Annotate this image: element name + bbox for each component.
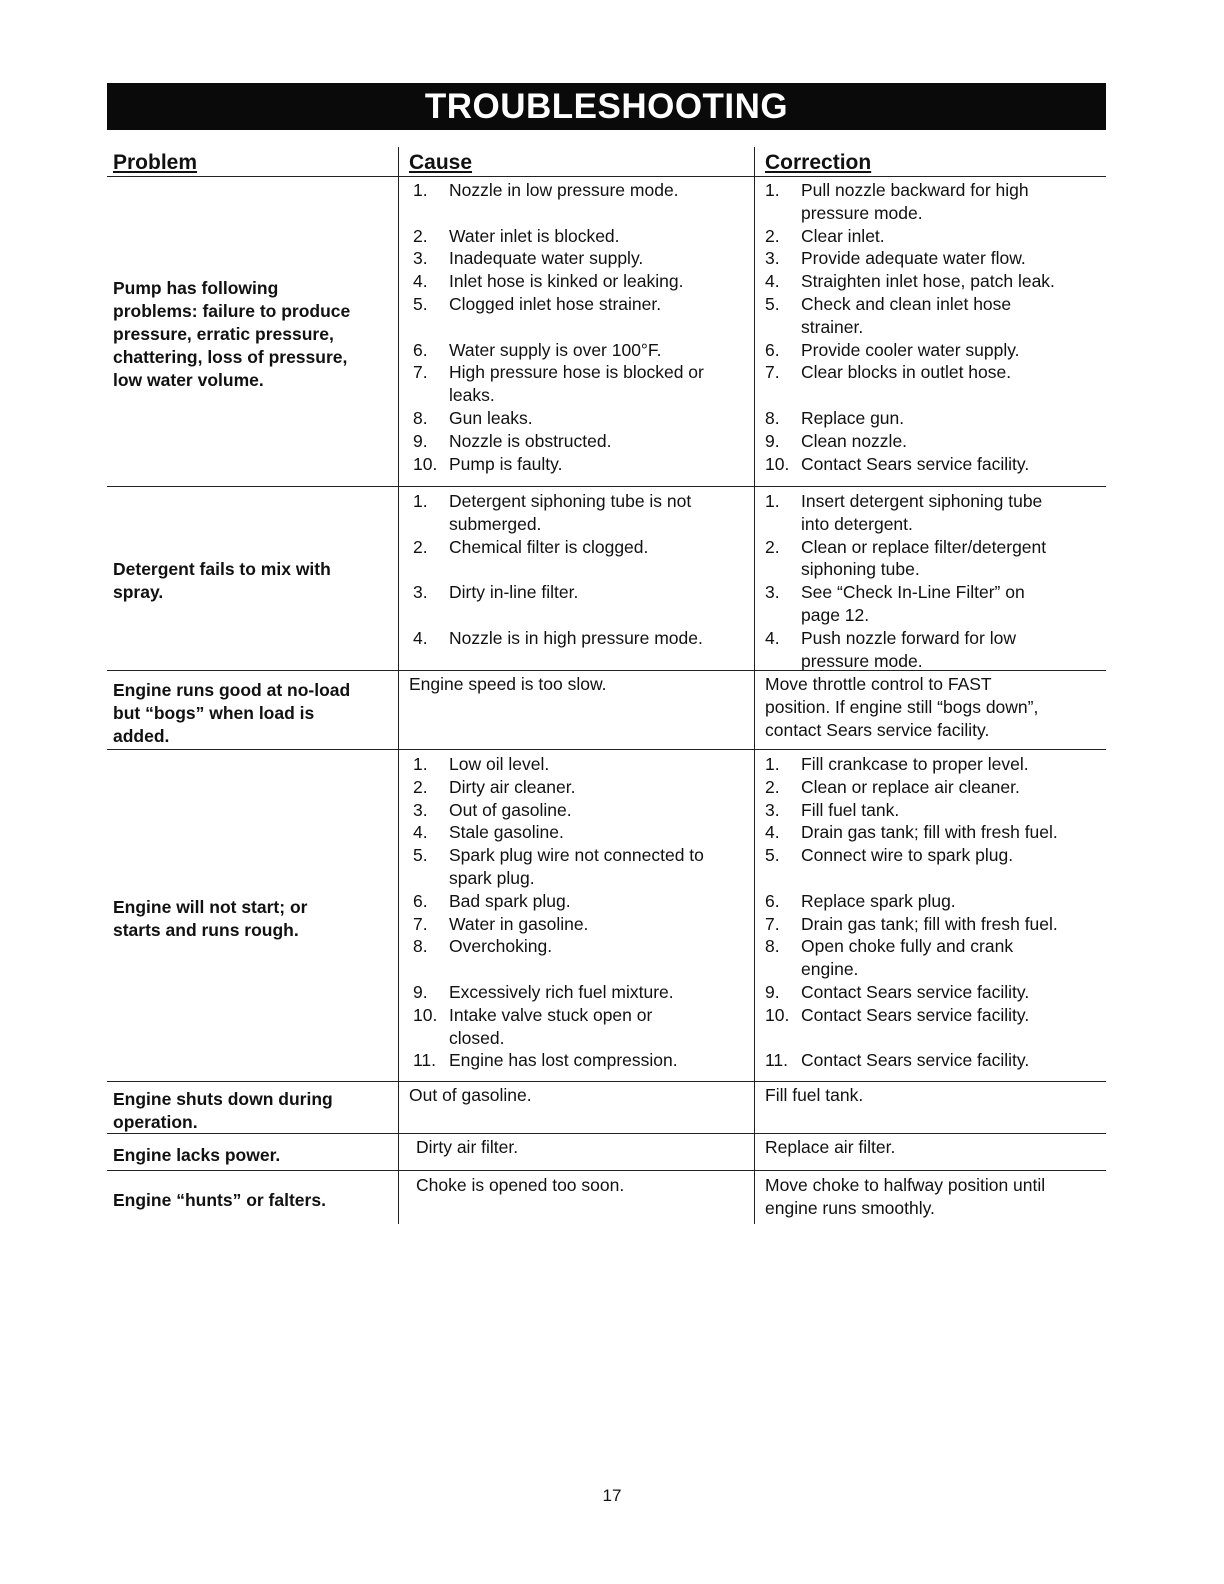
item-number: 1. [413,180,428,200]
item-number: 5. [413,294,428,314]
item-text [449,1004,652,1050]
text-line: Out of gasoline. [409,1085,532,1105]
item-text [801,247,1026,270]
item-number: 10. [413,1004,438,1025]
cause-text [409,1084,532,1107]
item-text [449,627,703,650]
item-number: 5. [765,845,780,866]
item-number: 9. [765,430,780,451]
problem-line: Detergent fails to mix with [113,559,331,579]
correction-text [765,1084,863,1107]
row-divider [107,1081,1106,1082]
correction-text [765,673,1038,741]
item-number: 7. [765,913,780,934]
item-number: 2. [765,776,780,797]
cause-item [413,536,743,559]
item-line: Connect wire to spark plug. [801,845,1014,866]
cause-item [413,776,743,799]
item-number: 6. [413,890,428,911]
item-text [801,844,1013,867]
item-text [449,1049,678,1072]
item-text [449,581,578,604]
item-text [449,225,620,248]
item-line: Low oil level. [449,754,550,774]
correction-item [765,407,1095,430]
item-line: Provide cooler water supply. [801,339,1020,360]
cause-item [413,430,743,453]
problem-description [113,896,393,942]
problem-line: but “bogs” when load is [113,703,315,723]
correction-item [765,1049,1095,1072]
item-line: Fill fuel tank. [801,799,900,820]
item-line: Clean or replace filter/detergent [801,536,1047,557]
item-line: spark plug. [449,867,535,888]
item-number: 9. [413,982,428,1002]
item-text [449,935,552,958]
text-line: Fill fuel tank. [765,1085,864,1105]
item-line: Chemical filter is clogged. [449,536,649,557]
problem-line: Pump has following [113,278,279,298]
correction-item [765,270,1095,293]
cause-item [413,490,743,536]
correction-text [765,1174,1045,1220]
correction-item [765,247,1095,270]
item-line: Nozzle is in high pressure mode. [449,627,703,648]
item-text [449,407,533,430]
item-text [449,490,691,536]
cause-item [413,247,743,270]
item-number: 7. [413,913,428,934]
text-line: engine runs smoothly. [765,1197,935,1218]
problem-line: pressure, erratic pressure, [113,324,334,344]
item-number: 3. [413,248,428,269]
item-number: 8. [413,408,428,428]
problem-description [113,1189,393,1212]
item-number: 5. [413,845,428,866]
item-text [801,799,899,822]
cause-item [413,935,743,958]
item-line: Bad spark plug. [449,890,571,911]
row-divider [107,486,1106,487]
item-line: Gun leaks. [449,408,533,428]
item-text [801,890,956,913]
problem-line: added. [113,726,170,746]
item-line: page 12. [801,604,870,625]
item-number: 7. [413,362,428,383]
problem-line: starts and runs rough. [113,920,299,940]
item-text [801,179,1029,225]
item-line: Clean nozzle. [801,430,908,451]
item-number: 1. [413,754,428,774]
item-number: 1. [413,491,428,511]
item-line: Replace gun. [801,408,905,428]
item-text [801,1004,1029,1027]
item-number: 11. [413,1050,437,1071]
item-line: Intake valve stuck open or [449,1004,653,1025]
problem-line: Engine will not start; or [113,897,308,917]
item-line: leaks. [449,385,495,406]
column-divider-1 [398,147,399,1224]
item-line: Clean or replace air cleaner. [801,776,1020,797]
item-number: 1. [765,180,780,200]
cause-item [413,1004,743,1050]
item-text [449,913,588,936]
item-number: 4. [413,822,428,843]
item-number: 2. [765,536,780,557]
item-number: 4. [413,271,428,292]
cause-item [413,627,743,650]
row-divider [107,1170,1106,1171]
correction-item [765,799,1095,822]
item-text [801,935,1013,981]
item-text [449,776,575,799]
item-line: Inadequate water supply. [449,248,644,269]
item-number: 10. [765,1004,790,1025]
correction-item [765,1004,1095,1027]
correction-item [765,293,1095,339]
cause-item [413,1049,743,1072]
problem-description [113,558,393,604]
cause-text [416,1136,518,1159]
item-line: Drain gas tank; fill with fresh fuel. [801,913,1058,934]
item-text [449,453,562,476]
cause-item [413,361,743,407]
cause-item [413,179,743,202]
text-line: Move throttle control to FAST [765,674,992,694]
item-line: Detergent siphoning tube is not [449,491,692,511]
item-number: 7. [765,362,780,383]
item-line: Contact Sears service facility. [801,1004,1030,1025]
item-number: 4. [413,627,428,648]
item-line: pressure mode. [801,202,923,223]
item-text [801,270,1055,293]
item-line: Pump is faulty. [449,453,563,474]
text-line: position. If engine still “bogs down”, [765,696,1039,717]
item-line: Clear inlet. [801,225,885,246]
problem-description [113,1144,393,1167]
problem-line: spray. [113,582,164,602]
item-line: Check and clean inlet hose [801,294,1012,314]
item-line: into detergent. [801,513,913,534]
item-line: Insert detergent siphoning tube [801,491,1043,511]
item-line: closed. [449,1027,505,1048]
item-line: siphoning tube. [801,559,920,580]
correction-item [765,776,1095,799]
item-number: 1. [765,491,780,511]
cause-item [413,270,743,293]
item-number: 2. [413,225,428,246]
item-line: Excessively rich fuel mixture. [449,982,674,1002]
header-problem: Problem [113,151,198,174]
problem-line: Engine “hunts” or falters. [113,1190,326,1210]
correction-item [765,890,1095,913]
item-text [449,536,648,559]
problem-description [113,277,393,392]
item-number: 2. [413,536,428,557]
problem-description [113,679,393,748]
item-text [801,753,1029,776]
correction-text [765,1136,895,1159]
item-text [801,536,1046,582]
cause-item [413,913,743,936]
correction-item [765,935,1095,981]
column-divider-2 [754,147,755,1224]
item-text [449,981,674,1004]
item-number: 1. [765,754,780,774]
cause-text [416,1174,624,1197]
item-text [801,821,1058,844]
item-text [801,430,907,453]
item-line: Dirty air cleaner. [449,776,576,797]
correction-item [765,339,1095,362]
item-text [801,913,1058,936]
item-number: 3. [413,582,428,603]
item-line: Contact Sears service facility. [801,982,1030,1002]
item-text [449,361,704,407]
problem-line: chattering, loss of pressure, [113,347,348,367]
item-number: 6. [765,890,780,911]
item-text [449,799,572,822]
item-number: 10. [413,453,438,474]
item-line: Water inlet is blocked. [449,225,620,246]
item-text [449,821,564,844]
item-text [449,247,643,270]
item-line: Inlet hose is kinked or leaking. [449,271,684,292]
cause-item [413,890,743,913]
correction-item [765,981,1095,1004]
cause-item [413,981,743,1004]
correction-item [765,536,1095,582]
correction-item [765,844,1095,867]
item-text [449,430,611,453]
correction-item [765,581,1095,627]
item-line: Water supply is over 100°F. [449,339,662,360]
item-text [801,490,1042,536]
item-line: Replace spark plug. [801,890,956,911]
text-line: Replace air filter. [765,1137,896,1157]
item-number: 3. [765,799,780,820]
problem-line: Engine shuts down during [113,1089,333,1109]
page-title-banner: TROUBLESHOOTING [107,83,1106,130]
item-text [801,453,1029,476]
cause-item [413,844,743,890]
item-number: 4. [765,627,780,648]
item-line: Pull nozzle backward for high [801,180,1029,200]
cause-item [413,799,743,822]
item-line: Overchoking. [449,936,553,957]
item-text [449,339,662,362]
item-line: Fill crankcase to proper level. [801,754,1029,774]
correction-item [765,179,1095,225]
item-line: Engine has lost compression. [449,1050,678,1071]
item-line: Clogged inlet hose strainer. [449,294,662,314]
text-line: Move choke to halfway position until [765,1175,1046,1195]
item-number: 10. [765,453,790,474]
text-line: Engine speed is too slow. [409,674,607,694]
cause-item [413,339,743,362]
cause-item [413,453,743,476]
item-line: Provide adequate water flow. [801,248,1026,269]
text-line: contact Sears service facility. [765,719,990,740]
item-text [801,225,885,248]
item-text [801,981,1029,1004]
item-line: Contact Sears service facility. [801,453,1030,474]
item-text [449,844,704,890]
item-line: Clear blocks in outlet hose. [801,362,1012,383]
item-number: 6. [765,339,780,360]
item-number: 8. [765,936,780,957]
correction-item [765,453,1095,476]
item-line: Stale gasoline. [449,822,564,843]
row-divider [107,749,1106,750]
item-line: strainer. [801,316,864,337]
item-text [449,753,549,776]
problem-line: Engine runs good at no-load [113,680,351,700]
item-text [801,407,904,430]
item-line: submerged. [449,513,542,534]
item-text [801,293,1011,339]
item-text [801,581,1025,627]
item-number: 6. [413,339,428,360]
item-line: Nozzle in low pressure mode. [449,180,679,200]
item-text [449,890,571,913]
item-line: Push nozzle forward for low [801,627,1016,648]
item-line: Dirty in-line filter. [449,582,579,603]
header-correction: Correction [765,151,872,174]
cause-item [413,821,743,844]
correction-item [765,627,1095,673]
item-number: 4. [765,271,780,292]
header-cause: Cause [409,151,473,174]
item-line: Open choke fully and crank [801,936,1014,957]
cause-item [413,225,743,248]
item-line: Spark plug wire not connected to [449,845,704,866]
item-line: Contact Sears service facility. [801,1050,1030,1071]
item-number: 3. [765,582,780,603]
item-number: 9. [413,430,428,451]
problem-line: low water volume. [113,370,264,390]
item-line: engine. [801,959,859,980]
item-number: 2. [413,776,428,797]
item-line: See “Check In-Line Filter” on [801,582,1025,603]
correction-item [765,361,1095,384]
item-line: Drain gas tank; fill with fresh fuel. [801,822,1058,843]
item-number: 11. [765,1050,789,1071]
item-line: pressure mode. [801,650,923,671]
correction-item [765,225,1095,248]
item-number: 3. [765,248,780,269]
correction-item [765,913,1095,936]
item-text [801,627,1016,673]
item-number: 9. [765,982,780,1002]
correction-item [765,821,1095,844]
cause-text [409,673,607,696]
item-text [449,270,683,293]
cause-item [413,581,743,604]
item-text [449,179,679,202]
page-number: 17 [602,1486,622,1505]
item-line: High pressure hose is blocked or [449,362,704,383]
cause-item [413,293,743,316]
item-number: 8. [765,408,780,428]
item-line: Out of gasoline. [449,799,572,820]
cause-item [413,753,743,776]
correction-item [765,490,1095,536]
text-line: Dirty air filter. [416,1137,519,1157]
row-divider [107,176,1106,177]
item-text [801,361,1011,384]
item-number: 2. [765,225,780,246]
item-text [801,1049,1029,1072]
problem-description [113,1088,393,1134]
item-text [801,339,1020,362]
item-line: Straighten inlet hose, patch leak. [801,271,1055,292]
problem-line: problems: failure to produce [113,301,351,321]
correction-item [765,753,1095,776]
problem-line: operation. [113,1112,198,1132]
item-line: Nozzle is obstructed. [449,430,612,451]
text-line: Choke is opened too soon. [416,1175,625,1195]
item-line: Water in gasoline. [449,913,589,934]
item-number: 5. [765,294,780,314]
item-text [449,293,661,316]
correction-item [765,430,1095,453]
item-number: 3. [413,799,428,820]
cause-item [413,407,743,430]
item-number: 4. [765,822,780,843]
item-text [801,776,1020,799]
problem-line: Engine lacks power. [113,1145,281,1165]
item-number: 8. [413,936,428,957]
